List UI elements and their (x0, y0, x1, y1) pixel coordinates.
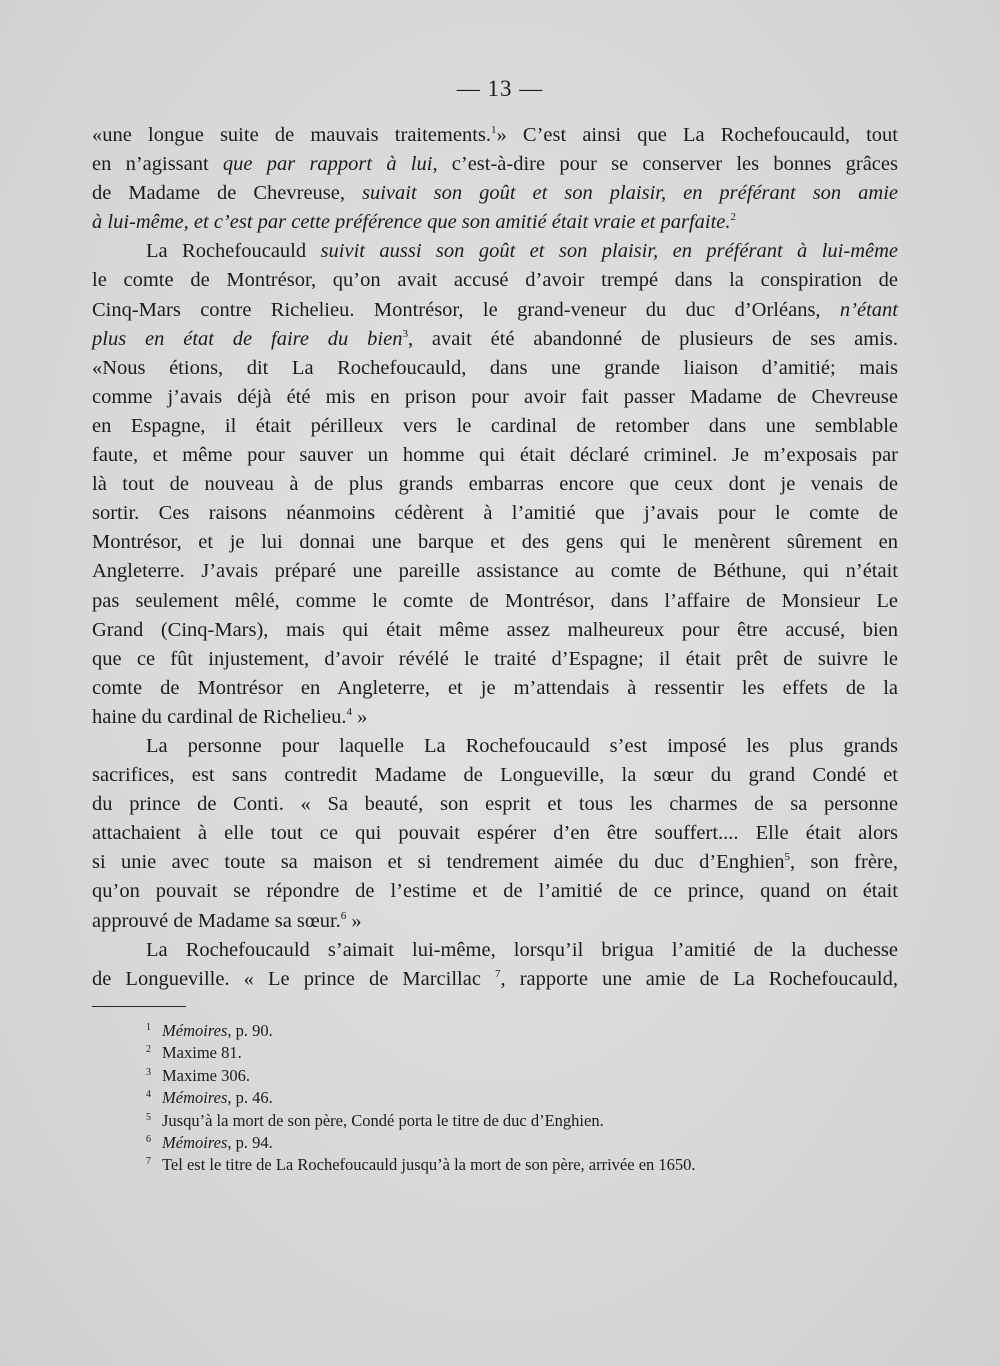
text-line: La personne pour laquelle La Rochefoucauld s’est imposé les plus grands (146, 734, 898, 757)
footnote-mark: 7 (146, 1156, 151, 1168)
footnote (146, 1042, 906, 1064)
footnote-text: Maxime 306. (162, 1065, 250, 1085)
text-line: en Espagne, il était périlleux vers le cardinal de retomber dans une semblable (92, 414, 898, 437)
text-line: faute, et même pour sauver un homme qui était déclaré criminel. Je m’exposais par (92, 444, 898, 467)
footnote-text: Maxime 81. (162, 1043, 242, 1063)
text-line: sacrifices, est sans contredit Madame de Longueville, la sœur du grand Condé et (92, 764, 898, 787)
footnote-mark: 2 (146, 1044, 151, 1056)
text-line: de Longueville. « Le prince de Marcillac $^7$, rapporte une amie de La Rochefoucauld, (92, 967, 898, 990)
footnote-mark: 1 (146, 1022, 151, 1033)
text-line: plus en état de faire du bien$^3$, avait été abandonné de plusieurs de ses amis. (92, 327, 898, 350)
text-line: du prince de Conti. « Sa beauté, son esprit et tous les charmes de sa personne (92, 793, 898, 816)
text-line: qu’on pouvait se répondre de l’estime et de l’amitié de ce prince, quand on était (92, 880, 898, 903)
text-line: La Rochefoucauld s’aimait lui-même, lorsqu’il brigua l’amitié de la duchesse (146, 938, 898, 961)
text-line: haine du cardinal de Richelieu.$^4$ » (92, 705, 368, 728)
text-line: «Nous étions, dit La Rochefoucauld, dans une grande liaison d’amitié; mais (92, 356, 898, 379)
footnote-text: Jusqu’à la mort de son père, Condé porta le titre de duc d’Enghien. (162, 1110, 604, 1130)
text-line: sortir. Ces raisons néanmoins cédèrent à l’amitié que j’avais pour le comte de (92, 502, 898, 525)
text-line: le comte de Montrésor, qu’on avait accusé d’avoir trempé dans la conspiration de (92, 269, 898, 292)
footnote-text: Mémoires, p. 90. (162, 1021, 273, 1040)
text-line: là tout de nouveau à de plus grands embarras encore que ceux dont je venais de (92, 473, 898, 496)
footnote (146, 1154, 906, 1176)
footnote (146, 1065, 906, 1087)
footnotes (146, 1020, 906, 1177)
text-line: attachaient à elle tout ce qui pouvait espérer d’en être souffert.... Elle était alors (92, 822, 898, 845)
page-number: — 13 — (456, 76, 544, 101)
footnote (146, 1020, 906, 1042)
text-line: en n’agissant que par rapport à lui, c’est-à-dire pour se conserver les bonnes grâces (92, 153, 898, 176)
footnote-text: Mémoires, p. 46. (162, 1088, 273, 1108)
footnote-mark: 4 (146, 1089, 151, 1101)
text-line: si unie avec toute sa maison et si tendrement aimée du duc d’Enghien$^5$, son frère, (92, 851, 898, 874)
footnote (146, 1087, 906, 1109)
footnote (146, 1110, 906, 1132)
text-line: «une longue suite de mauvais traitements.$^1$» C’est ainsi que La Rochefoucauld, tout (92, 124, 898, 146)
text-line: à lui-même, et c’est par cette préférence que son amitié était vraie et parfaite.$^2$ (92, 211, 737, 234)
footnote-mark: 3 (146, 1066, 151, 1078)
text-line: de Madame de Chevreuse, suivait son goût et son plaisir, en préférant son amie (92, 182, 898, 205)
text-line: comme j’avais déjà été mis en prison pour avoir fait passer Madame de Chevreuse (92, 385, 898, 408)
main-text (92, 121, 898, 994)
text-line: Cinq-Mars contre Richelieu. Montrésor, le grand-veneur du duc d’Orléans, n’étant (92, 298, 898, 321)
text-line: pas seulement mêlé, comme le comte de Montrésor, dans l’affaire de Monsieur Le (92, 589, 898, 612)
text-line: Angleterre. J’avais préparé une pareille assistance au comte de Béthune, qui n’était (92, 560, 898, 583)
text-line: Montrésor, et je lui donnai une barque et des gens qui le menèrent sûrement en (92, 531, 898, 554)
text-line: que ce fût injustement, d’avoir révélé le traité d’Espagne; il était prêt de suivre le (92, 647, 898, 670)
text-line: comte de Montrésor en Angleterre, et je m’attendais à ressentir les effets de la (92, 676, 898, 699)
text-line: La Rochefoucauld suivit aussi son goût et son plaisir, en préférant à lui-même (146, 240, 898, 263)
footnote-text: Tel est le titre de La Rochefoucauld jusqu’à la mort de son père, arrivée en 1650. (162, 1155, 696, 1175)
text-line: Grand (Cinq-Mars), mais qui était même assez malheureux pour être accusé, bien (92, 618, 898, 641)
footnote-mark: 5 (146, 1111, 151, 1123)
footnote-separator (92, 1006, 186, 1007)
text-line: approuvé de Madame sa sœur.$^6$ » (92, 909, 362, 932)
footnote-mark: 6 (146, 1133, 151, 1145)
footnote-text: Mémoires, p. 94. (162, 1132, 273, 1152)
footnote (146, 1132, 906, 1154)
